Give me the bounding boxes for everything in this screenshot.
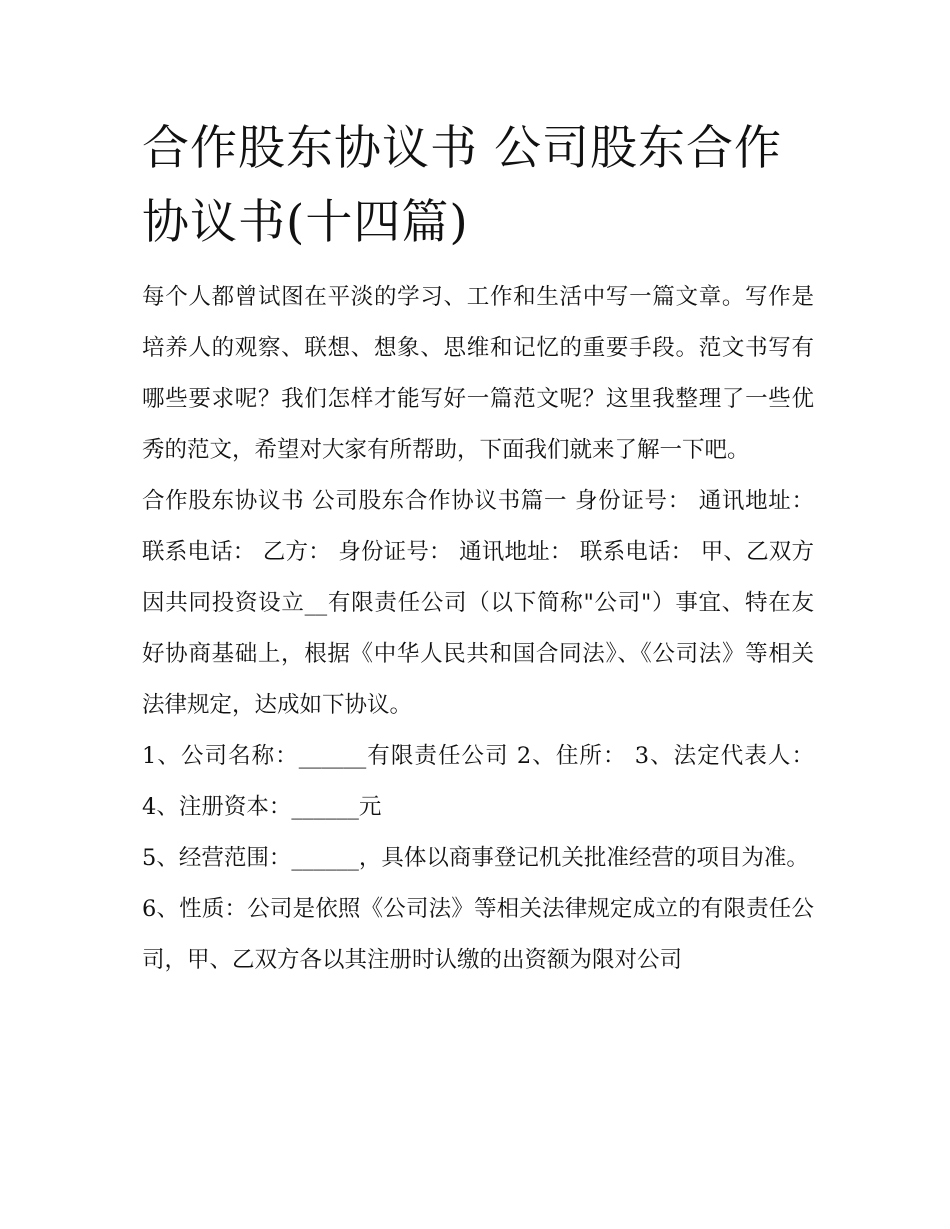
clause-1-4-paragraph: 1、公司名称：______有限责任公司 2、住所： 3、法定代表人： 4、注册资本：______元 xyxy=(142,743,814,820)
document-body xyxy=(142,272,814,986)
document-page xyxy=(142,112,814,986)
document-title: 合作股东协议书 公司股东合作协议书(十四篇) xyxy=(142,121,782,250)
clause-6-paragraph: 6、性质：公司是依照《公司法》等相关法律规定成立的有限责任公司，甲、乙双方各以其注册时认缴的出资额为限对公司 xyxy=(142,896,814,973)
clause-5-paragraph: 5、经营范围：______，具体以商事登记机关批准经营的项目为准。 xyxy=(142,845,809,871)
parties-paragraph: 合作股东协议书 公司股东合作协议书篇一 身份证号： 通讯地址： 联系电话： 乙方： 身份证号： 通讯地址： 联系电话： 甲、乙双方因共同投资设立__有限责任公司（以下简称"公司"）事宜、特在友好协商基础上，根据《中华人民共和国合同法》、《公司法》等相关法律规定，达成如下协议。 xyxy=(142,488,814,718)
intro-paragraph: 每个人都曾试图在平淡的学习、工作和生活中写一篇文章。写作是培养人的观察、联想、想象、思维和记忆的重要手段。范文书写有哪些要求呢？我们怎样才能写好一篇范文呢？这里我整理了一些优秀的范文，希望对大家有所帮助，下面我们就来了解一下吧。 xyxy=(142,284,814,463)
